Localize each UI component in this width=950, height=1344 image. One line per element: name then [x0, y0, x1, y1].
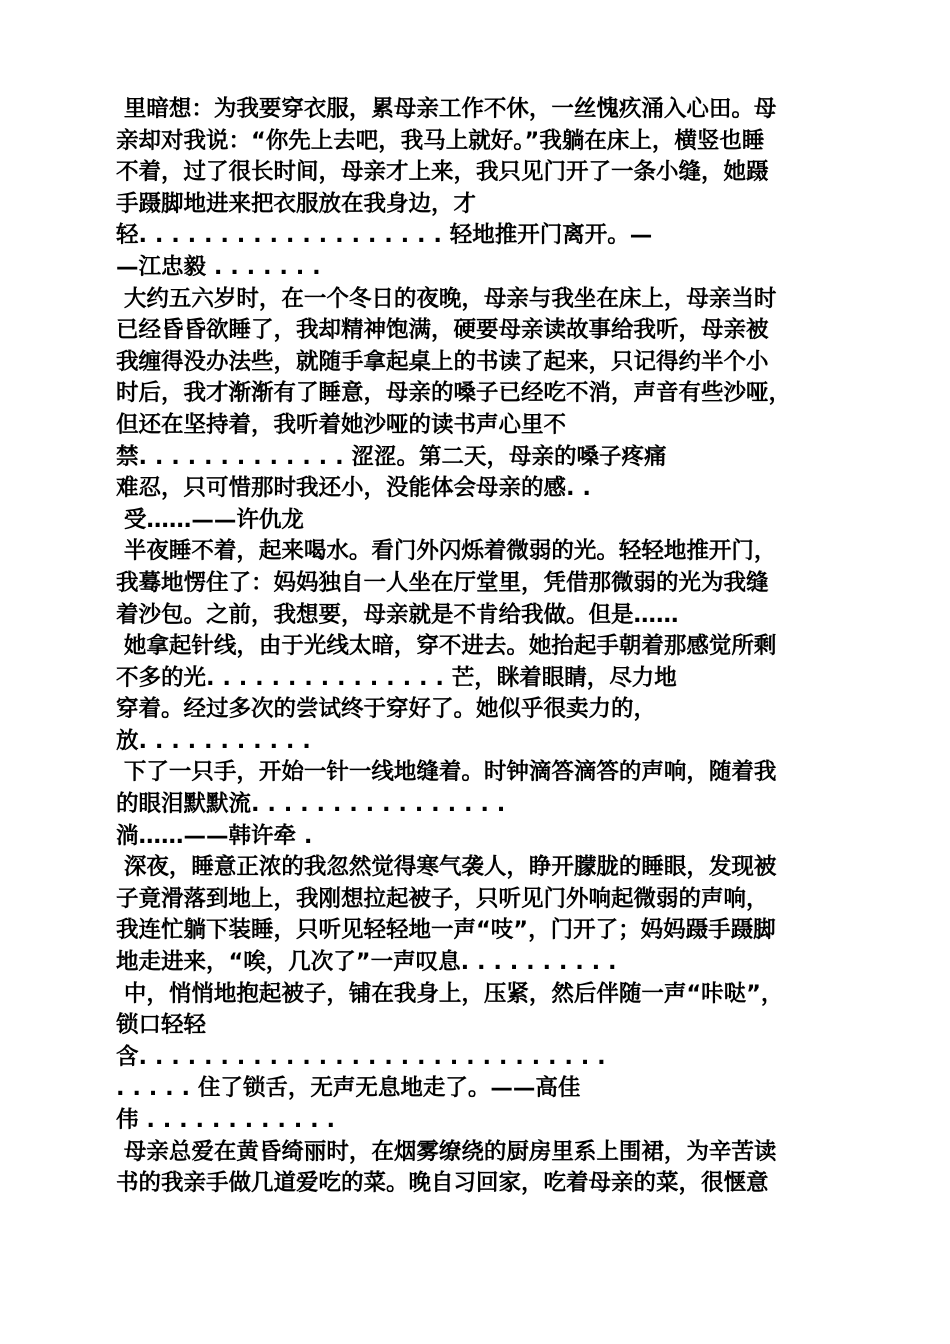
text-line: 我缠得没办法些，就随手拿起桌上的书读了起来，只记得约半个小: [116, 348, 769, 375]
text-line: 书的我亲手做几道爱吃的菜。晚自习回家，吃着母亲的菜，很惬意: [116, 1170, 769, 1197]
text-line: 亲却对我说：“你先上去吧，我马上就好。”我躺在床上，横竖也睡: [116, 127, 765, 154]
text-line: 半夜睡不着，起来喝水。看门外闪烁着微弱的光。轻轻地推开门，: [116, 538, 777, 565]
text-line: 深夜，睡意正浓的我忽然觉得寒气袭人，睁开朦胧的睡眼，发现被: [116, 854, 777, 881]
text-line: 难忍，只可惜那时我还小，没能体会母亲的感. .: [116, 475, 591, 502]
text-line: 她拿起针线，由于光线太暗，穿不进去。她抬起手朝着那感觉所剩: [116, 633, 777, 660]
text-line: . . . . . 住了锁舌，无声无息地走了。——高佳: [116, 1075, 581, 1102]
text-line: 轻. . . . . . . . . . . . . . . . . . . 轻地推开门离开。—: [116, 222, 653, 249]
text-line: 锁口轻轻: [116, 1012, 207, 1039]
text-line: 已经昏昏欲睡了，我却精神饱满，硬要母亲读故事给我听，母亲被: [116, 317, 769, 344]
text-line: 但还在坚持着，我听着她沙哑的读书声心里不: [116, 411, 567, 438]
text-line: 的眼泪默默流. . . . . . . . . . . . . . . .: [116, 791, 506, 818]
text-line: 含. . . . . . . . . . . . . . . . . . . . . . . . . . . . .: [116, 1043, 606, 1070]
text-line: 淌……——韩许牵 .: [116, 822, 313, 849]
text-line: 中，悄悄地抱起被子，铺在我身上，压紧，然后伴随一声“咔哒”，: [116, 980, 784, 1007]
text-line: 母亲总爱在黄昏绮丽时，在烟雾缭绕的厨房里系上围裙，为辛苦读: [116, 1138, 777, 1165]
document-body: [116, 94, 836, 1200]
text-line: 我蓦地愣住了：妈妈独自一人坐在厅堂里，凭借那微弱的光为我缝: [116, 569, 769, 596]
text-line: 下了一只手，开始一针一线地缝着。时钟滴答滴答的声响，随着我: [116, 759, 777, 786]
text-line: 时后，我才渐渐有了睡意，母亲的嗓子已经吃不消，声音有些沙哑，: [116, 380, 792, 407]
text-line: 伟 . . . . . . . . . . . .: [116, 1107, 336, 1133]
text-line: 子竟滑落到地上，我刚想拉起被子，只听见门外响起微弱的声响，: [116, 885, 769, 912]
text-line: 手蹑脚地进来把衣服放在我身边，才: [116, 190, 477, 217]
text-line: 我连忙躺下装睡，只听见轻轻地一声“吱”，门开了；妈妈蹑手蹑脚: [116, 917, 776, 944]
text-line: 受……——许仇龙: [116, 506, 304, 533]
text-line: 大约五六岁时，在一个冬日的夜晚，母亲与我坐在床上，母亲当时: [116, 285, 777, 312]
text-line: 穿着。经过多次的尝试终于穿好了。她似乎很卖力的，: [116, 696, 657, 723]
text-line: —江忠毅 . . . . . . .: [116, 253, 321, 280]
text-line: 地走进来，“唉，几次了”一声叹息. . . . . . . . . .: [116, 949, 617, 976]
text-line: 着沙包。之前，我想要，母亲就是不肯给我做。但是……: [116, 601, 679, 628]
text-line: 禁. . . . . . . . . . . . . 涩涩。第二天，母亲的嗓子疼痛: [116, 443, 667, 470]
text-line: 不多的光. . . . . . . . . . . . . . . 芒，眯着眼睛，尽力地: [116, 664, 677, 691]
text-line: 放. . . . . . . . . . .: [116, 727, 311, 754]
text-line: 里暗想：为我要穿衣服，累母亲工作不休，一丝愧疚涌入心田。母: [116, 96, 777, 122]
text-line: 不着，过了很长时间，母亲才上来，我只见门开了一条小缝，她蹑: [116, 159, 769, 186]
